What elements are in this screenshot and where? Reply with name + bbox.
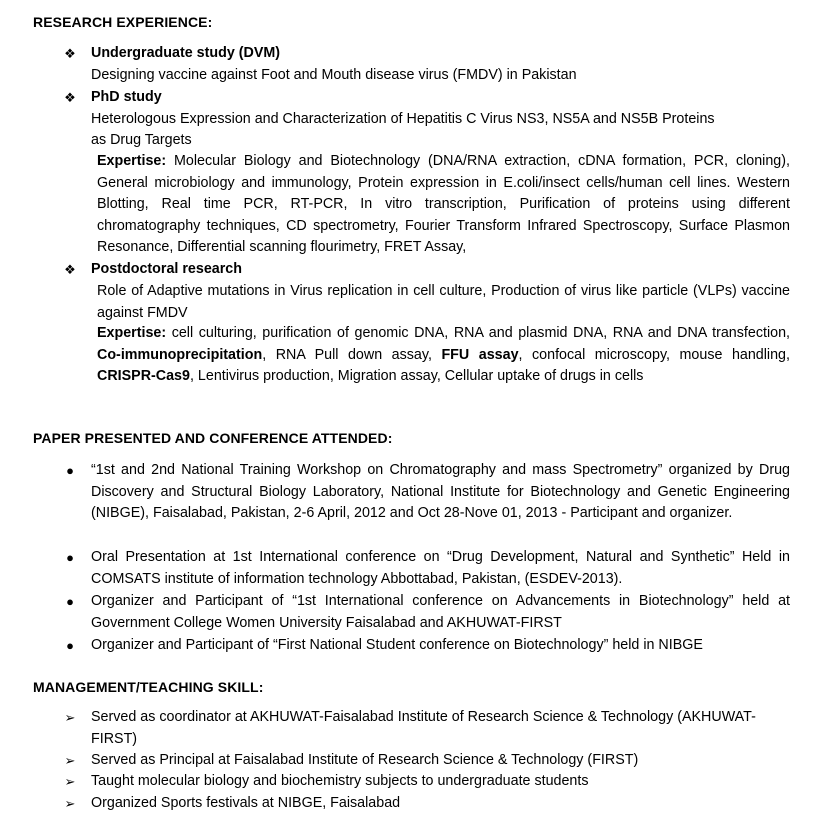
expertise-text-g: , Lentivirus production, Migration assay, Cellular uptake of drugs in cells: [189, 368, 644, 385]
arrow-bullet-icon: ➢: [64, 774, 76, 789]
expertise-bold-crispr: CRISPR-Cas9: [97, 368, 190, 385]
paper-item: Oral Presentation at 1st International conference on “Drug Development, Natural and Synthetic” Held in COMSATS institute of information technology Abbottabad, Pakistan, (ESDEV-2013).: [91, 549, 790, 587]
paper-item: “1st and 2nd National Training Workshop on Chromatography and mass Spectrometry” organized by Drug Discovery and Structural Biology Laboratory, National Institute for Biotechnology and Genetic Engineering (NIBGE), Faisalabad, Pakistan, 2-6 April, 2012 and Oct 28-Nove 01, 2013 - Participant and organizer.: [91, 462, 790, 522]
arrow-bullet-icon: ➢: [64, 710, 76, 725]
management-item: Organized Sports festivals at NIBGE, Faisalabad: [91, 795, 401, 811]
research-item-desc: Designing vaccine against Foot and Mouth disease virus (FMDV) in Pakistan: [91, 66, 577, 83]
dot-bullet-icon: ●: [66, 638, 74, 653]
dot-bullet-icon: ●: [66, 550, 74, 565]
dot-bullet-icon: ●: [66, 594, 74, 609]
research-item-desc-line1: Heterologous Expression and Characterization of Hepatitis C Virus NS3, NS5A and NS5B Proteins: [91, 110, 715, 127]
arrow-bullet-icon: ➢: [64, 796, 76, 811]
expertise-text-e: , confocal microscopy, mouse handling,: [518, 346, 790, 363]
research-item-title: PhD study: [91, 89, 162, 105]
diamond-bullet-icon: ❖: [64, 46, 76, 61]
phd-expertise: [97, 151, 790, 259]
expertise-text-a: cell culturing, purification of genomic DNA, RNA and plasmid DNA, RNA and DNA transfection,: [166, 325, 790, 341]
research-heading: RESEARCH EXPERIENCE:: [33, 14, 213, 30]
expertise-label: Expertise:: [97, 325, 167, 341]
management-heading: MANAGEMENT/TEACHING SKILL:: [33, 679, 264, 695]
research-item-undergraduate: [91, 43, 791, 86]
dot-bullet-icon: ●: [66, 463, 74, 478]
diamond-bullet-icon: ❖: [64, 262, 76, 277]
research-item-title: Undergraduate study (DVM): [91, 45, 281, 61]
management-item: Taught molecular biology and biochemistry subjects to undergraduate students: [91, 773, 589, 789]
paper-item: Organizer and Participant of “1st International conference on Advancements in Biotechnology” held at Government College Women University Faisalabad and AKHUWAT-FIRST: [91, 593, 790, 631]
papers-heading: PAPER PRESENTED AND CONFERENCE ATTENDED:: [33, 430, 393, 446]
research-item-phd: [91, 87, 791, 152]
expertise-bold-coip: Co-immunoprecipitation: [97, 346, 263, 363]
research-item-title: Postdoctoral research: [91, 261, 242, 277]
postdoc-desc: Role of Adaptive mutations in Virus replication in cell culture, Production of virus like particle (VLPs) vaccine against FMDV: [97, 283, 790, 321]
expertise-text-c: , RNA Pull down assay,: [262, 346, 442, 363]
expertise-label: Expertise:: [97, 153, 167, 169]
research-item-desc-line2: as Drug Targets: [91, 132, 192, 149]
expertise-bold-ffu: FFU assay: [441, 346, 519, 363]
paper-item: Organizer and Participant of “First National Student conference on Biotechnology” held in NIBGE: [91, 637, 703, 653]
expertise-text: Molecular Biology and Biotechnology (DNA/RNA extraction, cDNA formation, PCR, cloning), General microbiology and immunology, Protein expression in E.coli/insect cells/human cell lines. Western Blotting, Real time PCR, RT-PCR, In vitro transcription, Purification of proteins using different chromatography techniques, CD spectrometry, Fourier Transform Infrared Spectroscopy, Surface Plasmon Resonance, Differential scanning flourimetry, FRET Assay,: [97, 153, 790, 256]
research-item-postdoc: [91, 259, 791, 281]
management-item: Served as Principal at Faisalabad Institute of Research Science & Technology (FIRST): [91, 752, 639, 768]
arrow-bullet-icon: ➢: [64, 753, 76, 768]
diamond-bullet-icon: ❖: [64, 90, 76, 105]
postdoc-expertise: [97, 323, 790, 388]
management-item: Served as coordinator at AKHUWAT-Faisalabad Institute of Research Science & Technology (AKHUWAT-FIRST): [91, 709, 756, 747]
